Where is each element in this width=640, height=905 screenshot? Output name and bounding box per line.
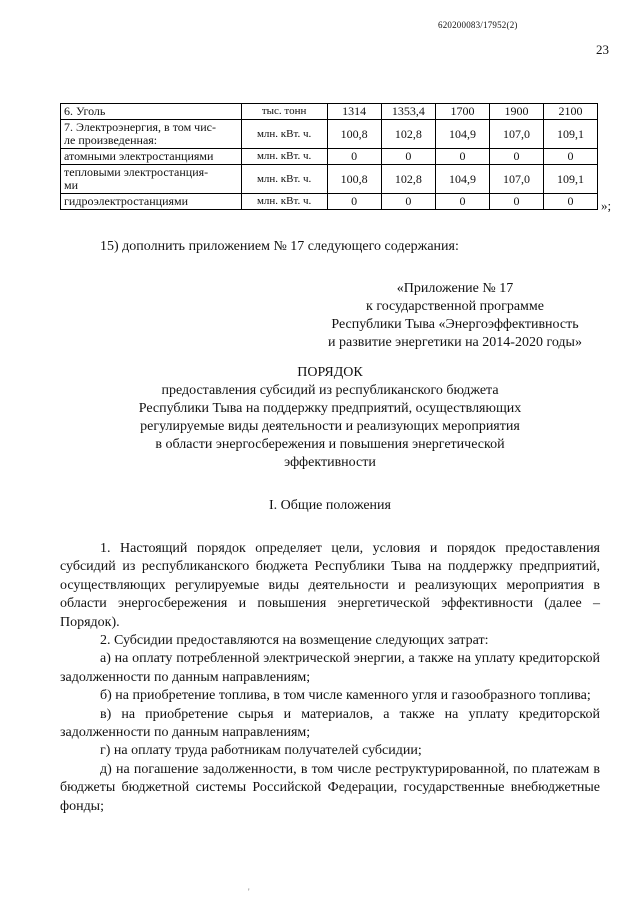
paragraph: д) на погашение задолженности, в том числе реструктурированной, по платежам в бюджеты бюджетной системы Российской Федерации, государственные внебюджетные фонды;: [60, 761, 600, 814]
paragraph: б) на приобретение топлива, в том числе каменного угля и газообразного топлива;: [100, 688, 591, 704]
row-value: 0: [435, 149, 489, 165]
document-title: [60, 364, 600, 472]
row-name: гидроэлектростанциями: [61, 194, 242, 210]
row-unit: млн. кВт. ч.: [241, 149, 327, 165]
row-value: 2100: [543, 104, 597, 120]
row-value: 107,0: [489, 120, 543, 149]
row-name: атомными электростанциями: [61, 149, 242, 165]
row-value: 100,8: [327, 165, 381, 194]
row-unit: млн. кВт. ч.: [241, 165, 327, 194]
row-value: 100,8: [327, 120, 381, 149]
row-name: тепловыми электростанция- ми: [61, 165, 242, 194]
title-line: предоставления субсидий из республиканского бюджета: [161, 383, 499, 398]
row-value: 107,0: [489, 165, 543, 194]
row-value: 0: [381, 149, 435, 165]
row-unit: тыс. тонн: [241, 104, 327, 120]
paragraph: г) на оплату труда работникам получателей субсидии;: [100, 743, 422, 759]
row-name: 7. Электроэнергия, в том чис- ле произведенная:: [61, 120, 242, 149]
indicator-table: [60, 103, 598, 210]
row-unit: млн. кВт. ч.: [241, 194, 327, 210]
table-closing-quote: »;: [601, 198, 612, 213]
appendix-line: «Приложение № 17: [396, 281, 514, 296]
appendix-line: к государственной программе: [366, 299, 544, 314]
amendment-line: 15) дополнить приложением № 17 следующего содержания:: [100, 239, 459, 254]
row-value: 102,8: [381, 120, 435, 149]
appendix-line: и развитие энергетики на 2014-2020 годы»: [328, 335, 582, 350]
paragraph: в) на приобретение сырья и материалов, а также на уплату кредиторской задолженности по данным направлениям;: [60, 706, 600, 741]
title-line: регулируемые виды деятельности и реализующих мероприятия: [140, 419, 520, 434]
row-value: 1353,4: [381, 104, 435, 120]
row-name: 6. Уголь: [61, 104, 242, 120]
title-line: в области энергосбережения и повышения энергетической: [155, 437, 505, 452]
row-value: 0: [381, 194, 435, 210]
row-value: 104,9: [435, 120, 489, 149]
table-row: [61, 104, 598, 120]
paragraph: 2. Субсидии предоставляются на возмещение следующих затрат:: [100, 633, 489, 649]
row-value: 109,1: [543, 165, 597, 194]
row-value: 104,9: [435, 165, 489, 194]
row-value: 0: [489, 149, 543, 165]
row-value: 1314: [327, 104, 381, 120]
row-value: 0: [435, 194, 489, 210]
row-value: 0: [327, 149, 381, 165]
table-row: [61, 165, 598, 194]
row-value: 1900: [489, 104, 543, 120]
title-line: Республики Тыва на поддержку предприятий, осуществляющих: [138, 401, 522, 416]
row-unit: млн. кВт. ч.: [241, 120, 327, 149]
body-text: [60, 540, 600, 816]
table-row: [61, 120, 598, 149]
document-id: 620200083/17952(2): [438, 20, 518, 30]
appendix-header: [300, 280, 610, 352]
row-value: 102,8: [381, 165, 435, 194]
paragraph: 1. Настоящий порядок определяет цели, условия и порядок предоставления субсидий из республиканского бюджета Республики Тыва на поддержку предприятий, осуществляющих регулируемые виды деятельности и реализующих мероприятия в области энергосбережения и повышения энергетической эффективности (далее – Порядок).: [60, 541, 600, 630]
scan-mark: ': [248, 887, 250, 897]
title-line: эффективности: [284, 455, 376, 470]
appendix-line: Республики Тыва «Энергоэффективность: [331, 317, 579, 332]
row-value: 0: [489, 194, 543, 210]
table-row: [61, 194, 598, 210]
page-number: 23: [596, 42, 609, 57]
paragraph: а) на оплату потребленной электрической энергии, а также на уплату кредиторской задолженности по данным направлениям;: [60, 651, 600, 685]
title-heading: ПОРЯДОК: [297, 365, 363, 380]
section-heading: I. Общие положения: [269, 498, 391, 513]
row-value: 0: [543, 194, 597, 210]
row-value: 0: [543, 149, 597, 165]
row-value: 1700: [435, 104, 489, 120]
row-value: 109,1: [543, 120, 597, 149]
row-value: 0: [327, 194, 381, 210]
table-row: [61, 149, 598, 165]
